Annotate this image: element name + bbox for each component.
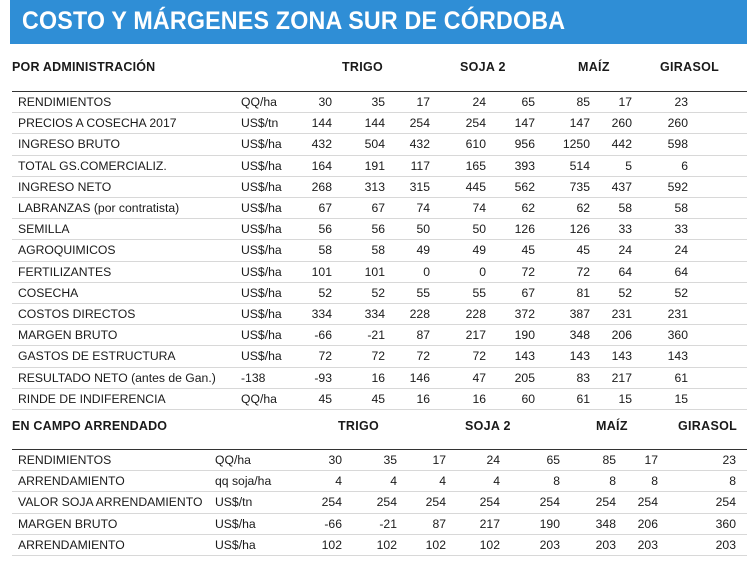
cell-value: 30 (328, 453, 342, 467)
cell-value: 65 (546, 453, 560, 467)
cell-value: 24 (472, 95, 486, 109)
cell-value: 4 (335, 474, 342, 489)
cell-value: 101 (311, 264, 332, 279)
cell-value: 147 (514, 116, 535, 131)
row-unit: US$/ha (241, 307, 282, 321)
cell-value: 143 (667, 349, 688, 364)
cell-value: 52 (674, 285, 688, 300)
cell-value: 260 (611, 116, 632, 131)
row-label: RENDIMIENTOS (18, 453, 112, 467)
title-bar (10, 0, 747, 44)
row-label: INGRESO NETO (18, 179, 112, 194)
cell-value: 313 (364, 179, 385, 194)
cell-value: 45 (521, 243, 535, 258)
cell-value: 228 (409, 307, 430, 321)
cell-value: 49 (416, 243, 430, 258)
row-label: COSECHA (18, 285, 79, 300)
row-label: SEMILLA (18, 222, 70, 237)
cell-value: 67 (521, 285, 535, 300)
cell-value: 61 (674, 370, 688, 385)
cell-value: 360 (667, 328, 688, 343)
cell-value: 45 (318, 391, 332, 406)
cell-value: 16 (472, 391, 486, 406)
cell-value: 206 (611, 328, 632, 343)
cell-value: 315 (409, 179, 430, 194)
cell-value: 72 (371, 349, 385, 364)
cell-value: 35 (371, 95, 385, 109)
row-label: INGRESO BRUTO (18, 137, 121, 152)
row-label: AGROQUIMICOS (18, 243, 116, 258)
cell-value: 45 (371, 391, 385, 406)
cell-value: 0 (479, 264, 486, 279)
table-row (12, 368, 747, 389)
cell-value: 143 (569, 349, 590, 364)
table-row (12, 514, 747, 535)
row-unit: US$/ha (241, 137, 282, 152)
cell-value: 260 (667, 116, 688, 131)
cell-value: 126 (569, 222, 590, 237)
cell-value: 514 (569, 158, 590, 173)
row-label: VALOR SOJA ARRENDAMIENTO (18, 495, 203, 510)
row-label: TOTAL GS.COMERCIALIZ. (18, 158, 167, 173)
row-label: GASTOS DE ESTRUCTURA (18, 349, 176, 364)
cell-value: 74 (472, 201, 486, 215)
table-row (12, 156, 747, 177)
row-unit: US$/ha (241, 201, 282, 215)
cell-value: 735 (569, 179, 590, 194)
cell-value: 56 (318, 222, 332, 237)
cell-value: 8 (651, 474, 658, 489)
cell-value: 33 (674, 222, 688, 237)
cell-value: 17 (416, 95, 430, 109)
cell-value: 62 (576, 201, 590, 215)
cell-value: 102 (479, 537, 500, 552)
crop-header-maiz: MAÍZ (578, 60, 610, 74)
row-label: MARGEN BRUTO (18, 516, 118, 531)
cell-value: 55 (472, 285, 486, 300)
cell-value: 24 (674, 243, 688, 258)
row-label: RESULTADO NETO (antes de Gan.) (18, 370, 216, 385)
cell-value: 203 (539, 537, 560, 552)
row-unit: QQ/ha (215, 453, 251, 467)
section-heading: EN CAMPO ARRENDADO (12, 419, 168, 433)
cell-value: 254 (539, 495, 560, 510)
cell-value: 360 (715, 516, 736, 531)
cell-value: 334 (364, 307, 385, 321)
cell-value: 205 (514, 370, 535, 385)
cell-value: -66 (314, 328, 332, 343)
cell-value: 72 (521, 264, 535, 279)
cell-value: 58 (318, 243, 332, 258)
row-unit: -138 (241, 370, 266, 385)
cell-value: 0 (423, 264, 430, 279)
cell-value: 30 (318, 95, 332, 109)
cell-value: 387 (569, 307, 590, 321)
table-row (12, 177, 747, 198)
page-title: COSTO Y MÁRGENES ZONA SUR DE CÓRDOBA (22, 7, 566, 35)
row-unit: US$/ha (241, 264, 282, 279)
cell-value: 372 (514, 307, 535, 321)
cell-value: -93 (314, 370, 332, 385)
cell-value: 190 (539, 516, 560, 531)
cell-value: 217 (611, 370, 632, 385)
cell-value: 67 (371, 201, 385, 215)
cell-value: 58 (674, 201, 688, 215)
row-label: FERTILIZANTES (18, 264, 112, 279)
cell-value: 101 (364, 264, 385, 279)
row-label: RENDIMIENTOS (18, 95, 112, 109)
cell-value: 203 (595, 537, 616, 552)
cell-value: 102 (321, 537, 342, 552)
crop-header-girasol: GIRASOL (678, 419, 738, 433)
cell-value: 102 (425, 537, 446, 552)
cell-value: 74 (416, 201, 430, 215)
row-unit: US$/tn (215, 495, 253, 510)
row-unit: US$/ha (241, 328, 282, 343)
row-unit: qq soja/ha (215, 474, 272, 489)
cell-value: 217 (479, 516, 500, 531)
cell-value: 956 (514, 137, 535, 152)
cell-value: 81 (576, 285, 590, 300)
cell-value: 146 (409, 370, 430, 385)
row-label: LABRANZAS (por contratista) (18, 201, 180, 215)
row-label: COSTOS DIRECTOS (18, 307, 136, 321)
table-row (12, 134, 747, 155)
cell-value: 52 (618, 285, 632, 300)
cell-value: 17 (644, 453, 658, 467)
crop-header-soja: SOJA 2 (465, 419, 511, 433)
cell-value: 61 (576, 391, 590, 406)
cell-value: 203 (637, 537, 658, 552)
cell-value: 254 (465, 116, 486, 131)
cell-value: 49 (472, 243, 486, 258)
cell-value: 5 (625, 158, 632, 173)
cell-value: 85 (602, 453, 616, 467)
table-row (12, 240, 747, 261)
cell-value: 432 (409, 137, 430, 152)
cell-value: 144 (364, 116, 385, 131)
cell-value: 6 (681, 158, 688, 173)
cell-value: 334 (311, 307, 332, 321)
row-unit: US$/ha (241, 243, 282, 258)
row-unit: US$/ha (241, 285, 282, 300)
cell-value: 102 (376, 537, 397, 552)
cell-value: 47 (472, 370, 486, 385)
table-row (12, 92, 747, 113)
cell-value: 254 (321, 495, 342, 510)
cell-value: 442 (611, 137, 632, 152)
cell-value: 4 (493, 474, 500, 489)
table-row (12, 219, 747, 240)
cell-value: 437 (611, 179, 632, 194)
cell-value: 254 (637, 495, 658, 510)
cell-value: 56 (371, 222, 385, 237)
row-label: RINDE DE INDIFERENCIA (18, 391, 166, 406)
cell-value: 203 (715, 537, 736, 552)
cell-value: 64 (674, 264, 688, 279)
crop-header-trigo: TRIGO (342, 60, 384, 74)
cell-value: 55 (416, 285, 430, 300)
row-unit: US$/ha (241, 222, 282, 237)
cell-value: 45 (576, 243, 590, 258)
row-unit: US$/ha (215, 537, 256, 552)
cell-value: 72 (472, 349, 486, 364)
cell-value: 15 (674, 391, 688, 406)
row-unit: US$/ha (241, 158, 282, 173)
cell-value: 8 (729, 474, 736, 489)
cell-value: 393 (514, 158, 535, 173)
cell-value: 87 (416, 328, 430, 343)
cell-value: 165 (465, 158, 486, 173)
cell-value: 254 (595, 495, 616, 510)
cell-value: 143 (514, 349, 535, 364)
cell-value: 190 (514, 328, 535, 343)
cell-value: 62 (521, 201, 535, 215)
cell-value: 445 (465, 179, 486, 194)
crop-header-maiz: MAÍZ (596, 419, 628, 433)
cell-value: 562 (514, 179, 535, 194)
table-row (12, 262, 747, 283)
cell-value: 254 (376, 495, 397, 510)
row-unit: US$/ha (241, 349, 282, 364)
table-row (12, 535, 747, 556)
cell-value: 504 (364, 137, 385, 152)
cell-value: 16 (416, 391, 430, 406)
cell-value: 17 (432, 453, 446, 467)
table-row (12, 346, 747, 367)
cell-value: 228 (465, 307, 486, 321)
cell-value: 254 (479, 495, 500, 510)
cell-value: 254 (715, 495, 736, 510)
section-administracion-header (0, 60, 747, 80)
row-label: ARRENDAMIENTO (18, 474, 125, 489)
cell-value: 72 (576, 264, 590, 279)
cell-value: 268 (311, 179, 332, 194)
cell-value: 83 (576, 370, 590, 385)
cell-value: 16 (371, 370, 385, 385)
cell-value: -21 (367, 328, 385, 343)
table-row (12, 389, 747, 410)
row-unit: US$/ha (241, 179, 282, 194)
section-arrendado-header (0, 419, 747, 439)
cell-value: 348 (569, 328, 590, 343)
cell-value: 144 (311, 116, 332, 131)
cell-value: 610 (465, 137, 486, 152)
cell-value: 33 (618, 222, 632, 237)
cell-value: 432 (311, 137, 332, 152)
cell-value: 58 (371, 243, 385, 258)
table-row (12, 283, 747, 304)
row-unit: QQ/ha (241, 95, 277, 109)
row-unit: US$/tn (241, 116, 279, 131)
cell-value: 126 (514, 222, 535, 237)
row-label: PRECIOS A COSECHA 2017 (18, 116, 177, 131)
cell-value: 206 (637, 516, 658, 531)
cell-value: 217 (465, 328, 486, 343)
cell-value: 254 (425, 495, 446, 510)
cell-value: 117 (410, 158, 430, 173)
cell-value: 52 (318, 285, 332, 300)
cell-value: -21 (379, 516, 397, 531)
cell-value: 23 (722, 453, 736, 467)
cell-value: 23 (674, 95, 688, 109)
cell-value: 592 (667, 179, 688, 194)
crop-header-trigo: TRIGO (338, 419, 380, 433)
cell-value: 72 (318, 349, 332, 364)
row-unit: US$/ha (215, 516, 256, 531)
cell-value: 1250 (562, 137, 590, 152)
cell-value: 50 (472, 222, 486, 237)
crop-header-soja: SOJA 2 (460, 60, 506, 74)
cell-value: 231 (611, 307, 632, 321)
table-row (12, 113, 747, 134)
cell-value: 4 (439, 474, 446, 489)
row-label: MARGEN BRUTO (18, 328, 118, 343)
table-row (12, 325, 747, 346)
cell-value: 164 (311, 158, 332, 173)
table-row (12, 492, 747, 513)
table-row (12, 198, 747, 219)
cell-value: 24 (486, 453, 500, 467)
cell-value: 60 (521, 391, 535, 406)
cell-value: 64 (618, 264, 632, 279)
cell-value: 52 (371, 285, 385, 300)
cell-value: 254 (409, 116, 430, 131)
crop-header-girasol: GIRASOL (660, 60, 720, 74)
cell-value: 8 (609, 474, 616, 489)
cell-value: 58 (618, 201, 632, 215)
cell-value: 143 (611, 349, 632, 364)
table-row (12, 471, 747, 492)
cell-value: 17 (618, 95, 632, 109)
cell-value: 67 (318, 201, 332, 215)
cell-value: 231 (667, 307, 688, 321)
cell-value: 24 (618, 243, 632, 258)
cell-value: 348 (595, 516, 616, 531)
cell-value: 598 (667, 137, 688, 152)
cell-value: 87 (432, 516, 446, 531)
cell-value: 85 (576, 95, 590, 109)
cell-value: 191 (364, 158, 385, 173)
cell-value: 35 (383, 453, 397, 467)
cell-value: 50 (416, 222, 430, 237)
section-heading: POR ADMINISTRACIÓN (12, 60, 156, 74)
cell-value: 15 (618, 391, 632, 406)
cell-value: -66 (324, 516, 342, 531)
table-row (12, 304, 747, 325)
table-row (12, 450, 747, 471)
cell-value: 65 (521, 95, 535, 109)
cell-value: 147 (569, 116, 590, 131)
row-label: ARRENDAMIENTO (18, 537, 125, 552)
row-unit: QQ/ha (241, 391, 277, 406)
cell-value: 72 (416, 349, 430, 364)
cell-value: 8 (553, 474, 560, 489)
cell-value: 4 (390, 474, 397, 489)
